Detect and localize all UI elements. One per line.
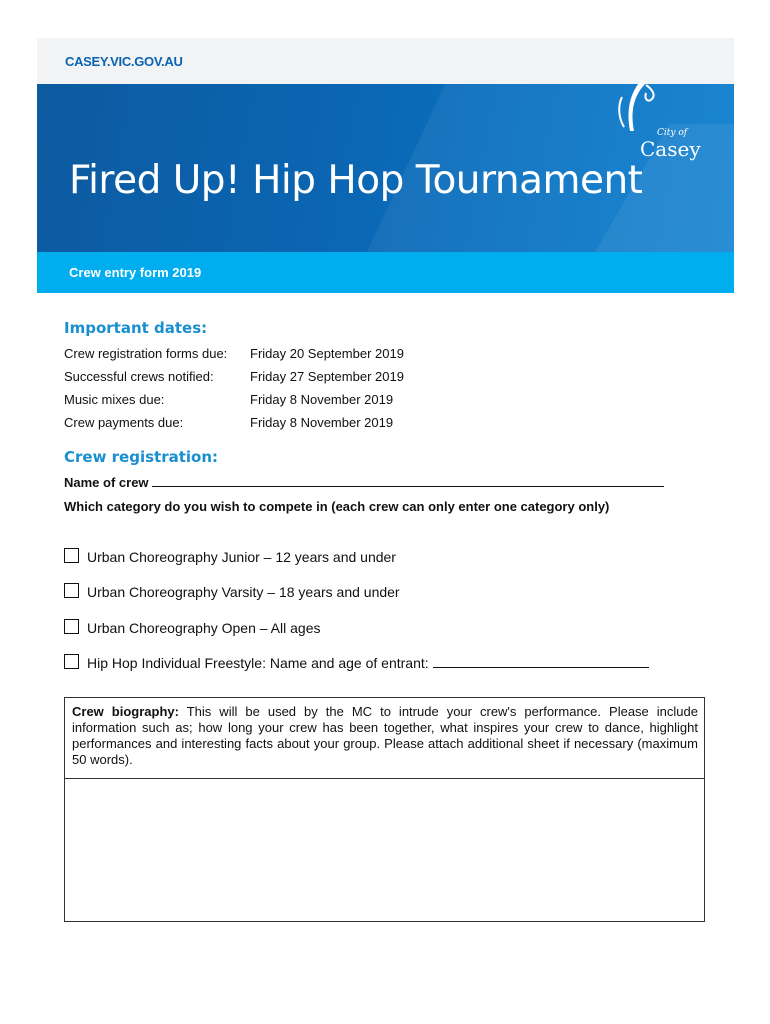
date-value: Friday 8 November 2019 [250,392,394,407]
form-subtitle: Crew entry form 2019 [69,265,202,280]
subtitle-bar [37,252,734,293]
category-option-open[interactable] [64,619,320,636]
biography-label: Crew biography: [72,704,179,719]
checkbox[interactable] [64,619,79,634]
biography-input-area[interactable] [65,779,704,921]
biography-text: This will be used by the MC to intrude your crew's performance. Please include information such as; how long your crew has been together, what inspires your crew to dance, highlight performances and interesting facts about your group. Please attach additional sheet if necessary (maximum 50 words). [72,704,698,767]
crew-name-field[interactable] [152,474,664,487]
category-option-freestyle[interactable] [64,654,649,671]
crew-biography-box [64,697,705,922]
category-option-varsity[interactable] [64,583,400,600]
logo-casey: Casey [640,137,701,161]
date-value: Friday 27 September 2019 [250,369,404,384]
crew-name-label: Name of crew [64,475,149,490]
date-label: Crew registration forms due: [64,346,228,361]
logo-city-of: City of [657,128,688,138]
checkbox[interactable] [64,548,79,563]
important-dates-heading: Important dates: [64,319,208,337]
date-label: Music mixes due: [64,392,165,407]
category-question: Which category do you wish to compete in (each crew can only enter one category only) [64,499,610,514]
page-title: Fired Up! Hip Hop Tournament [69,158,643,203]
site-url[interactable]: CASEY.VIC.GOV.AU [65,54,183,69]
entrant-name-age-field[interactable] [433,655,649,668]
biography-instructions [72,704,698,768]
option-label: Hip Hop Individual Freestyle: Name and age of entrant: [87,655,429,671]
date-label: Crew payments due: [64,415,184,430]
date-label: Successful crews notified: [64,369,214,384]
category-option-junior[interactable] [64,548,396,565]
checkbox[interactable] [64,654,79,669]
checkbox[interactable] [64,583,79,598]
date-value: Friday 8 November 2019 [250,415,394,430]
crew-name-row [64,474,664,490]
option-label: Urban Choreography Open – All ages [87,620,321,636]
date-value: Friday 20 September 2019 [250,346,404,361]
crew-registration-heading: Crew registration: [64,448,219,466]
option-label: Urban Choreography Varsity – 18 years and under [87,584,400,600]
option-label: Urban Choreography Junior – 12 years and under [87,549,396,565]
